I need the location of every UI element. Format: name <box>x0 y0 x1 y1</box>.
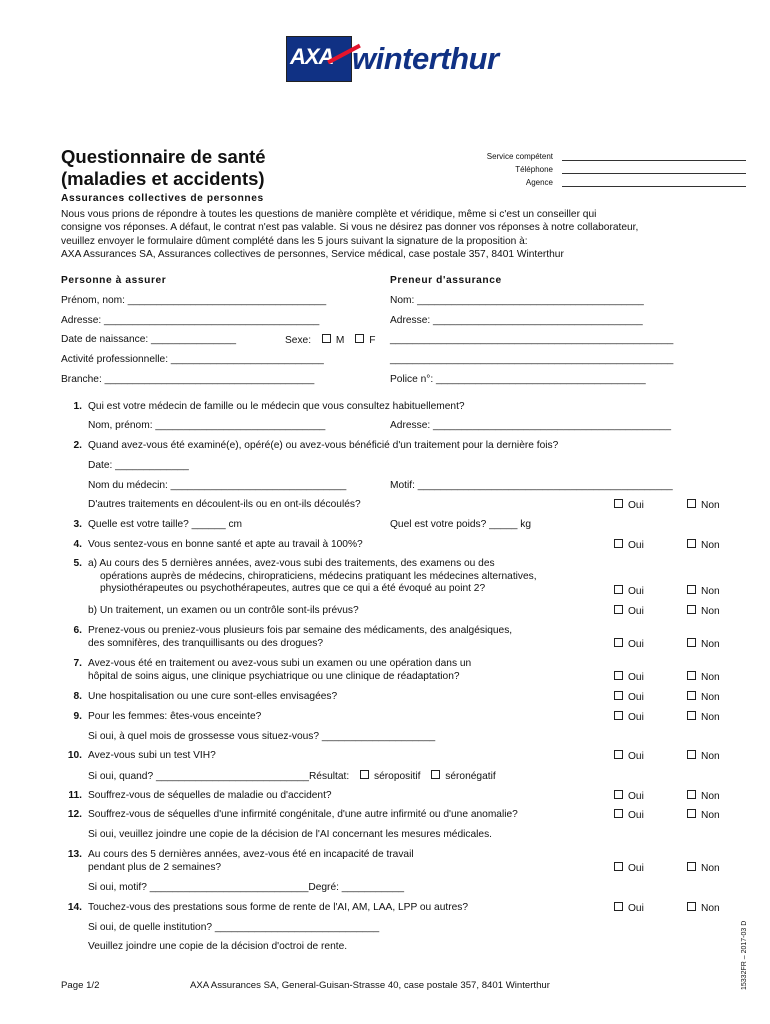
checkbox-icon[interactable] <box>687 671 696 680</box>
checkbox-icon[interactable] <box>687 902 696 911</box>
sex-m-checkbox[interactable] <box>322 334 331 343</box>
yes-label: Oui <box>628 606 644 617</box>
q13-number: 13. <box>67 849 82 860</box>
q7-line: Avez-vous été en traitement ou avez-vous subi un examen ou une opération dans un <box>88 658 472 669</box>
q5b-yes-option[interactable] <box>614 605 644 617</box>
no-label: Non <box>701 863 720 874</box>
q13-text <box>88 849 414 874</box>
page-number: Page 1/2 <box>61 980 100 991</box>
intro-line: AXA Assurances SA, Assurances collectives de personnes, Service médical, case postale 357, 8401 Winterthur <box>61 249 564 261</box>
q13-line: pendant plus de 2 semaines? <box>88 861 222 873</box>
q13-reason-field[interactable]: Si oui, motif? ____________________________Degré: ___________ <box>88 882 405 893</box>
no-label: Non <box>701 540 720 551</box>
sex-m-label: M <box>335 335 345 346</box>
checkbox-icon[interactable] <box>687 790 696 799</box>
checkbox-icon[interactable] <box>614 638 623 647</box>
q5b-text: b) Un traitement, un examen ou un contrôle sont-ils prévus? <box>88 605 359 616</box>
q1-number: 1. <box>73 401 82 412</box>
agency-field[interactable] <box>562 186 746 187</box>
person-name-field[interactable]: Prénom, nom: ___________________________________ <box>61 295 327 306</box>
q3-weight-field[interactable]: Quel est votre poids? _____ kg <box>390 519 532 530</box>
logo-winterthur-text: winterthur <box>352 41 499 76</box>
q4-yes-option[interactable] <box>614 539 644 551</box>
sex-group <box>285 334 375 346</box>
yes-label: Oui <box>628 712 644 723</box>
q8-no-option[interactable] <box>687 691 720 703</box>
q2-date-field[interactable]: Date: _____________ <box>88 460 189 471</box>
checkbox-icon[interactable] <box>687 691 696 700</box>
q2-no-option[interactable] <box>687 499 720 511</box>
service-field[interactable] <box>562 160 746 161</box>
q7-yes-option[interactable] <box>614 671 644 683</box>
intro-line: veuillez envoyer le formulaire dûment complété dans les 5 jours suivant la signature de la proposition à: <box>61 235 528 247</box>
q13-no-option[interactable] <box>687 862 720 874</box>
checkbox-icon[interactable] <box>614 539 623 548</box>
yes-label: Oui <box>628 751 644 762</box>
q5a-text <box>88 558 537 596</box>
service-label: Service compétent <box>486 152 553 161</box>
q12-note: Si oui, veuillez joindre une copie de la décision de l'AI concernant les mesures médicales. <box>88 829 493 840</box>
q7-number: 7. <box>73 658 82 669</box>
q14-no-option[interactable] <box>687 902 720 914</box>
holder-line-4-field[interactable]: __________________________________________________ <box>390 354 674 365</box>
q10-number: 10. <box>67 750 82 761</box>
yes-label: Oui <box>628 863 644 874</box>
seronegative-label: séronégatif <box>445 771 496 782</box>
checkbox-icon[interactable] <box>687 605 696 614</box>
intro-line: consigne vos réponses. A défaut, le contrat n'est pas valable. Si vous ne désirez pas donner vos réponses à notre collaborateur, <box>61 222 639 234</box>
q14-text: Touchez-vous des prestations sous forme de rente de l'AI, AM, LAA, LPP ou autres? <box>88 902 469 913</box>
checkbox-icon[interactable] <box>614 585 623 594</box>
checkbox-icon[interactable] <box>614 862 623 871</box>
no-label: Non <box>701 639 720 650</box>
sex-f-checkbox[interactable] <box>355 334 364 343</box>
no-label: Non <box>701 606 720 617</box>
q5a-line: a) Au cours des 5 dernières années, avez-vous subi des traitements, des examens ou des <box>88 558 495 569</box>
holder-name-field[interactable]: Nom: ________________________________________ <box>390 295 644 306</box>
q5a-no-option[interactable] <box>687 585 720 597</box>
person-heading: Personne à assurer <box>61 275 167 286</box>
q11-text: Souffrez-vous de séquelles de maladie ou d'accident? <box>88 790 332 801</box>
checkbox-icon[interactable] <box>687 585 696 594</box>
holder-address-field[interactable]: Adresse: _____________________________________ <box>390 315 643 326</box>
q6-no-option[interactable] <box>687 638 720 650</box>
q14-number: 14. <box>67 902 82 913</box>
q5a-yes-option[interactable] <box>614 585 644 597</box>
q10-text: Avez-vous subi un test VIH? <box>88 750 216 761</box>
yes-label: Oui <box>628 639 644 650</box>
q4-text: Vous sentez-vous en bonne santé et apte au travail à 100%? <box>88 539 363 550</box>
no-label: Non <box>701 712 720 723</box>
q3-number: 3. <box>73 519 82 530</box>
q14-note: Veuillez joindre une copie de la décision d'octroi de rente. <box>88 941 348 952</box>
q12-yes-option[interactable] <box>614 809 644 821</box>
yes-label: Oui <box>628 672 644 683</box>
q1-name-field[interactable]: Nom, prénom: ______________________________ <box>88 420 326 431</box>
no-label: Non <box>701 810 720 821</box>
title-line-2: (maladies et accidents) <box>61 168 265 189</box>
no-label: Non <box>701 500 720 511</box>
q5a-line: physiothérapeutes ou psychothérapeutes, autres que ce qui a été évoqué au point 2? <box>100 583 486 595</box>
yes-label: Oui <box>628 500 644 511</box>
q5-number: 5. <box>73 558 82 569</box>
q6-text <box>88 625 512 650</box>
yes-label: Oui <box>628 540 644 551</box>
q7-line: hôpital de soins aigus, une clinique psychiatrique ou une clinique de réadaptation? <box>88 670 460 682</box>
axa-winterthur-logo <box>286 36 499 82</box>
sex-f-label: F <box>369 335 376 346</box>
q10-no-option[interactable] <box>687 750 720 762</box>
phone-field[interactable] <box>562 173 746 174</box>
q6-yes-option[interactable] <box>614 638 644 650</box>
seronegative-checkbox[interactable] <box>431 770 440 779</box>
q14-institution-field[interactable]: Si oui, de quelle institution? _____________________________ <box>88 922 380 933</box>
q6-line: Prenez-vous ou preniez-vous plusieurs fois par semaine des médicaments, des analgésiques, <box>88 625 513 636</box>
q9-number: 9. <box>73 711 82 722</box>
q13-line: Au cours des 5 dernières années, avez-vous été en incapacité de travail <box>88 849 414 860</box>
q3-height-field[interactable]: Quelle est votre taille? ______ cm <box>88 519 243 530</box>
q6-line: des somnifères, des tranquillisants ou des drogues? <box>88 637 324 649</box>
holder-policy-field[interactable]: Police n°: _____________________________________ <box>390 374 646 385</box>
section-title: Assurances collectives de personnes <box>61 193 264 204</box>
q10-when-text[interactable]: Si oui, quand? ___________________________Résultat: <box>88 771 350 782</box>
q11-no-option[interactable] <box>687 790 720 802</box>
person-branch-field[interactable]: Branche: _____________________________________ <box>61 374 315 385</box>
q8-number: 8. <box>73 691 82 702</box>
yes-label: Oui <box>628 586 644 597</box>
q1-address-field[interactable]: Adresse: __________________________________________ <box>390 420 671 431</box>
sex-label: Sexe: <box>285 335 312 346</box>
no-label: Non <box>701 791 720 802</box>
person-activity-field[interactable]: Activité professionnelle: ___________________________ <box>61 354 324 365</box>
yes-label: Oui <box>628 903 644 914</box>
q2-reason-field[interactable]: Motif: _____________________________________________ <box>390 480 673 491</box>
q2-number: 2. <box>73 440 82 451</box>
document-code: 15332FR – 2017-03 D <box>741 920 748 990</box>
q11-number: 11. <box>68 790 82 801</box>
holder-line-3-field[interactable]: __________________________________________________ <box>390 334 674 345</box>
title-line-1: Questionnaire de santé <box>61 146 266 167</box>
q2-yes-option[interactable] <box>614 499 644 511</box>
holder-heading: Preneur d'assurance <box>390 275 502 286</box>
yes-label: Oui <box>628 791 644 802</box>
checkbox-icon[interactable] <box>614 750 623 759</box>
checkbox-icon[interactable] <box>614 809 623 818</box>
checkbox-icon[interactable] <box>614 605 623 614</box>
q9-yes-option[interactable] <box>614 711 644 723</box>
checkbox-icon[interactable] <box>687 638 696 647</box>
yes-label: Oui <box>628 692 644 703</box>
checkbox-icon[interactable] <box>614 902 623 911</box>
phone-label: Téléphone <box>515 165 553 174</box>
intro-line: Nous vous prions de répondre à toutes les questions de manière complète et véridique, même si c'est un conseiller qui <box>61 209 597 220</box>
q13-yes-option[interactable] <box>614 862 644 874</box>
seropositive-label: séropositif <box>374 771 421 782</box>
no-label: Non <box>701 672 720 683</box>
q9-no-option[interactable] <box>687 711 720 723</box>
checkbox-icon[interactable] <box>687 809 696 818</box>
no-label: Non <box>701 903 720 914</box>
intro-paragraph <box>61 208 721 262</box>
agency-label: Agence <box>525 178 553 187</box>
q10-yes-option[interactable] <box>614 750 644 762</box>
q2-text: Quand avez-vous été examiné(e), opéré(e) ou avez-vous bénéficié d'un traitement pour la dernière fois? <box>88 440 559 451</box>
q6-number: 6. <box>73 625 82 636</box>
checkbox-icon[interactable] <box>614 671 623 680</box>
checkbox-icon[interactable] <box>687 539 696 548</box>
checkbox-icon[interactable] <box>687 711 696 720</box>
yes-label: Oui <box>628 810 644 821</box>
footer-address: AXA Assurances SA, General-Guisan-Strasse 40, case postale 357, 8401 Winterthur <box>190 980 550 991</box>
q4-no-option[interactable] <box>687 539 720 551</box>
q12-no-option[interactable] <box>687 809 720 821</box>
no-label: Non <box>701 586 720 597</box>
q7-text <box>88 658 471 683</box>
checkbox-icon[interactable] <box>614 499 623 508</box>
q7-no-option[interactable] <box>687 671 720 683</box>
q12-text: Souffrez-vous de séquelles d'une infirmité congénitale, d'une autre infirmité ou d'une anomalie? <box>88 809 518 820</box>
page-title <box>61 146 266 190</box>
seropositive-checkbox[interactable] <box>360 770 369 779</box>
q5b-no-option[interactable] <box>687 605 720 617</box>
q8-yes-option[interactable] <box>614 691 644 703</box>
q12-number: 12. <box>67 809 82 820</box>
person-birthdate-field[interactable]: Date de naissance: _______________ <box>61 334 237 345</box>
q4-number: 4. <box>73 539 82 550</box>
no-label: Non <box>701 751 720 762</box>
q9-text: Pour les femmes: êtes-vous enceinte? <box>88 711 262 722</box>
checkbox-icon[interactable] <box>687 750 696 759</box>
q9-month-field[interactable]: Si oui, à quel mois de grossesse vous situez-vous? ____________________ <box>88 731 436 742</box>
checkbox-icon[interactable] <box>687 499 696 508</box>
person-address-field[interactable]: Adresse: ______________________________________ <box>61 315 320 326</box>
no-label: Non <box>701 692 720 703</box>
q8-text: Une hospitalisation ou une cure sont-elles envisagées? <box>88 691 338 702</box>
q2-other-text: D'autres traitements en découlent-ils ou en ont-ils découlés? <box>88 499 361 510</box>
logo-axa-text: AXA <box>290 44 334 69</box>
q10-when-field <box>88 770 496 782</box>
q5a-line: opérations auprès de médecins, chiropraticiens, médecins pratiquant les médecines alternatives, <box>100 570 537 582</box>
q14-yes-option[interactable] <box>614 902 644 914</box>
checkbox-icon[interactable] <box>614 790 623 799</box>
q1-text: Qui est votre médecin de famille ou le médecin que vous consultez habituellement? <box>88 401 465 412</box>
checkbox-icon[interactable] <box>687 862 696 871</box>
checkbox-icon[interactable] <box>614 691 623 700</box>
q2-doctor-field[interactable]: Nom du médecin: _______________________________ <box>88 480 347 491</box>
q11-yes-option[interactable] <box>614 790 644 802</box>
checkbox-icon[interactable] <box>614 711 623 720</box>
